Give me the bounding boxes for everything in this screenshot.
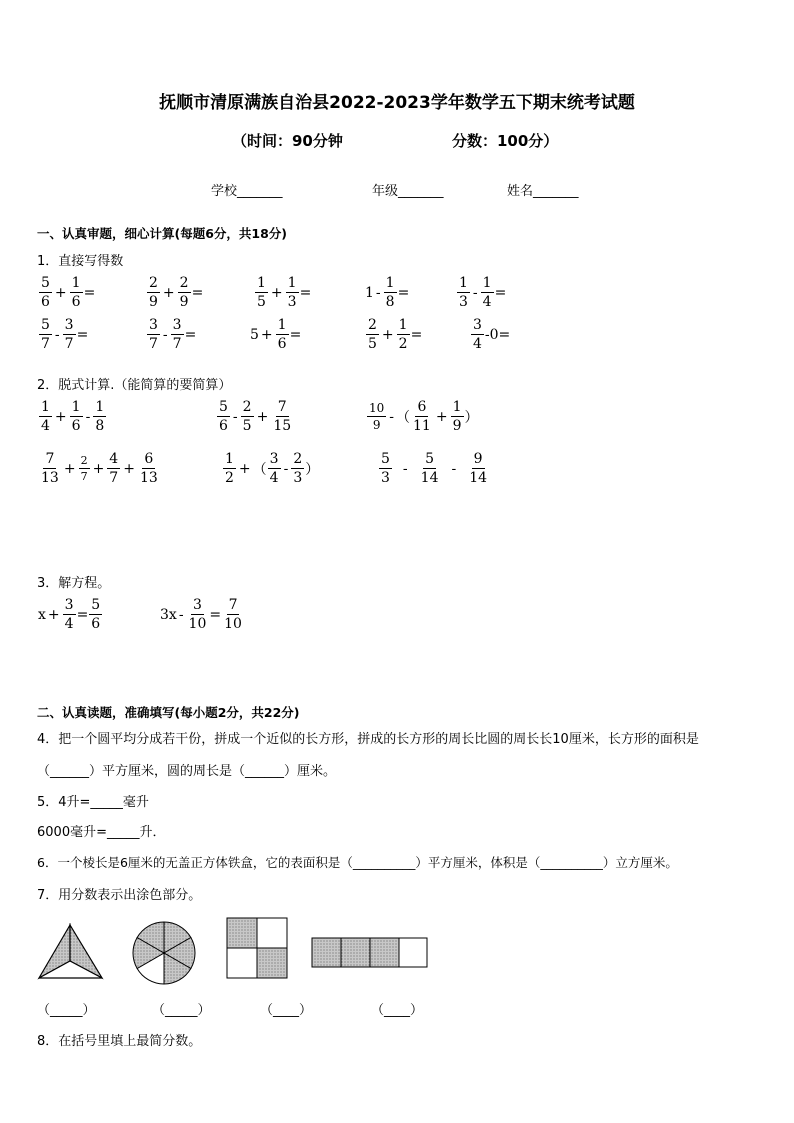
q2-expr-4: $\frac{7}{13}$ + $\frac{2}{7}$ + $\frac{4}{7}$ + $\frac{6}{13}$ (41, 451, 158, 486)
question-3: 3．解方程。 (37, 576, 111, 591)
question-6[interactable]: 6．一个棱长是6厘米的无盖正方体铁盒，它的表面积是（__________）平方厘米，体积是（__________）立方厘米。 (37, 855, 678, 870)
exam-time: （时间：90分钟 (232, 132, 343, 150)
question-4: 4．把一个圆平均分成若干份，拼成一个近似的长方形，拼成的长方形的周长比圆的周长长10厘米，长方形的面积是 (37, 732, 699, 747)
shaded-triangle-figure (37, 923, 105, 981)
q1-expr-10: $\frac{3}{4}$ -0= (473, 317, 511, 352)
q1-expr-9: $\frac{2}{5}$ + $\frac{1}{2}$ = (368, 317, 423, 352)
q1-expr-7: $\frac{3}{7}$ - $\frac{3}{7}$ = (149, 317, 197, 352)
question-5b[interactable]: 6000毫升=_____升． (37, 825, 166, 840)
question-2: 2．脱式计算.（能简算的要简算） (37, 378, 232, 393)
q3-equation-2: 3x - $\frac{3}{10}$ = $\frac{7}{10}$ (160, 597, 242, 632)
school-field[interactable]: 学校_______ (211, 184, 283, 199)
q3-equation-1: x + $\frac{3}{4}$ = $\frac{5}{6}$ (38, 597, 101, 632)
section-2-heading: 二、认真读题，准确填写(每小题2分，共22分) (37, 705, 300, 720)
q2-expr-2: $\frac{5}{6}$ - $\frac{2}{5}$ + $\frac{7}{15}$ (219, 399, 292, 434)
shaded-circle-figure (131, 920, 197, 986)
q2-expr-5: $\frac{1}{2}$ + （ $\frac{3}{4}$ - $\frac{2}{3}$ ） (225, 451, 320, 486)
q1-expr-1: $\frac{5}{6}$ + $\frac{1}{6}$ = (41, 275, 96, 310)
q7-blank-3[interactable]: （____） (260, 1003, 313, 1018)
section-1-heading: 一、认真审题，细心计算(每题6分，共18分) (37, 226, 288, 241)
grade-field[interactable]: 年级_______ (372, 184, 444, 199)
q7-blank-2[interactable]: （_____） (152, 1003, 211, 1018)
exam-score: 分数：100分） (452, 132, 559, 150)
q7-blank-1[interactable]: （_____） (37, 1003, 96, 1018)
question-1: 1．直接写得数 (37, 254, 124, 269)
q2-expr-3: $\frac{10}{9}$ - （ $\frac{6}{11}$ + $\frac{1}{9}$ ） (369, 399, 479, 434)
q1-expr-6: $\frac{5}{7}$ - $\frac{3}{7}$ = (41, 317, 89, 352)
q1-expr-8: 5 + $\frac{1}{6}$ = (250, 317, 302, 352)
question-5a[interactable]: 5．4升=_____毫升 (37, 795, 149, 810)
name-field[interactable]: 姓名_______ (507, 184, 579, 199)
shaded-square-figure (226, 917, 288, 979)
q1-expr-4: 1 - $\frac{1}{8}$ = (365, 275, 410, 310)
q2-expr-6: $\frac{5}{3}$ - $\frac{5}{14}$ - $\frac{9}{14}$ (381, 451, 488, 486)
q1-expr-5: $\frac{1}{3}$ - $\frac{1}{4}$ = (459, 275, 507, 310)
question-8: 8．在括号里填上最简分数。 (37, 1034, 202, 1049)
q2-expr-1: $\frac{1}{4}$ + $\frac{1}{6}$ - $\frac{1}{8}$ (41, 399, 105, 434)
question-7: 7．用分数表示出涂色部分。 (37, 888, 202, 903)
q7-blank-4[interactable]: （____） (371, 1003, 424, 1018)
page-title: 抚顺市清原满族自治县2022-2023学年数学五下期末统考试题 (159, 93, 635, 113)
q1-expr-3: $\frac{1}{5}$ + $\frac{1}{3}$ = (257, 275, 312, 310)
q1-expr-2: $\frac{2}{9}$ + $\frac{2}{9}$ = (149, 275, 204, 310)
question-4-blanks[interactable]: （______）平方厘米，圆的周长是（______）厘米。 (37, 764, 337, 779)
shaded-rectangle-figure (311, 937, 429, 969)
